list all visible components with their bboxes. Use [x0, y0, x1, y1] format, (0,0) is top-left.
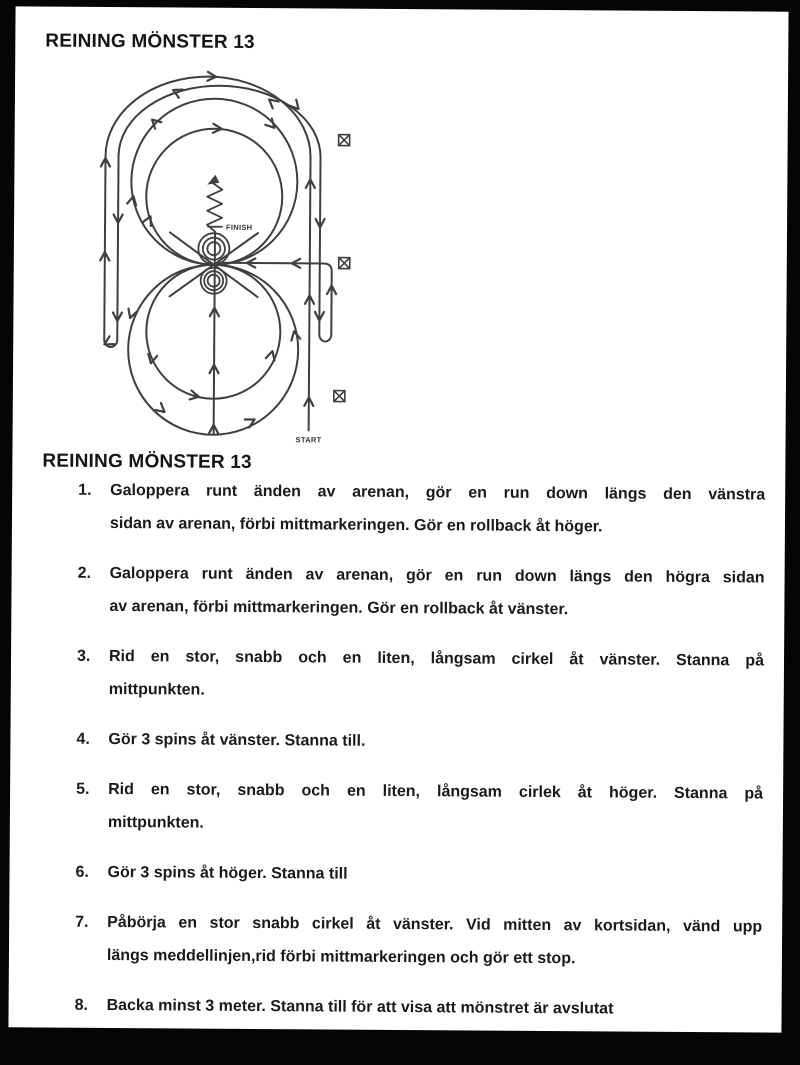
instruction-item [74, 989, 763, 1027]
instruction-item [75, 856, 764, 894]
instruction-item [76, 773, 765, 844]
backup-zigzag [207, 175, 222, 232]
arena-markers [334, 135, 351, 402]
instruction-number: 4. [76, 730, 90, 748]
center-run-line [214, 232, 215, 434]
boxed-x-marker-middle [339, 258, 350, 269]
instruction-text: Gör 3 spins åt höger. Stanna till [107, 863, 348, 883]
instruction-number: 7. [75, 913, 89, 931]
instruction-text: Backa minst 3 meter. Stanna till för att visa att mönstret är avslutat [106, 996, 614, 1018]
instruction-item [75, 906, 764, 977]
page-content [8, 6, 788, 1026]
instructions-list [74, 474, 767, 1027]
instruction-text: Galoppera runt änden av arenan, gör en run down längs den högra sidan av arenan, förbi mittmarkeringen. Gör en rollback åt vänster. [109, 564, 765, 619]
section-title: REINING MÖNSTER 13 [42, 450, 252, 473]
scanned-document-page [8, 6, 788, 1032]
instruction-text: Rid en stor, snabb och en liten, långsam cirlek åt höger. Stanna på mittpunkten. [107, 780, 764, 832]
boxed-x-marker-bottom [334, 391, 345, 402]
instruction-number: 1. [78, 481, 92, 499]
reining-pattern-diagram [90, 65, 359, 449]
instruction-text: Påbörja en stor snabb cirkel åt vänster. Vid mitten av kortsidan, vänd upp längs meddellinjen,rid förbi mittmarkeringen och gör ett stop. [106, 913, 763, 968]
instruction-number: 2. [77, 564, 92, 582]
instruction-text: Gör 3 spins åt vänster. Stanna till. [108, 730, 366, 750]
finish-label: FINISH [226, 222, 253, 232]
instruction-item [78, 474, 767, 545]
instruction-text: Galoppera runt änden av arenan, gör en run down längs den vänstra sidan av arenan, förbi mittmarkeringen. Gör en rollback åt höger. [109, 481, 766, 536]
instruction-item [77, 557, 766, 628]
instruction-text: Rid en stor, snabb och en liten, långsam cirkel åt vänster. Stanna på mittpunkten. [108, 647, 765, 699]
instruction-item [76, 723, 765, 761]
instruction-number: 8. [74, 996, 89, 1014]
start-label: START [295, 435, 322, 445]
instruction-number: 5. [76, 780, 90, 798]
instruction-number: 6. [75, 863, 89, 881]
page-title: REINING MÖNSTER 13 [45, 30, 255, 53]
instruction-number: 3. [76, 647, 91, 665]
boxed-x-marker-top [339, 135, 350, 146]
zigzag-tip [207, 175, 219, 185]
instruction-item [77, 640, 766, 711]
